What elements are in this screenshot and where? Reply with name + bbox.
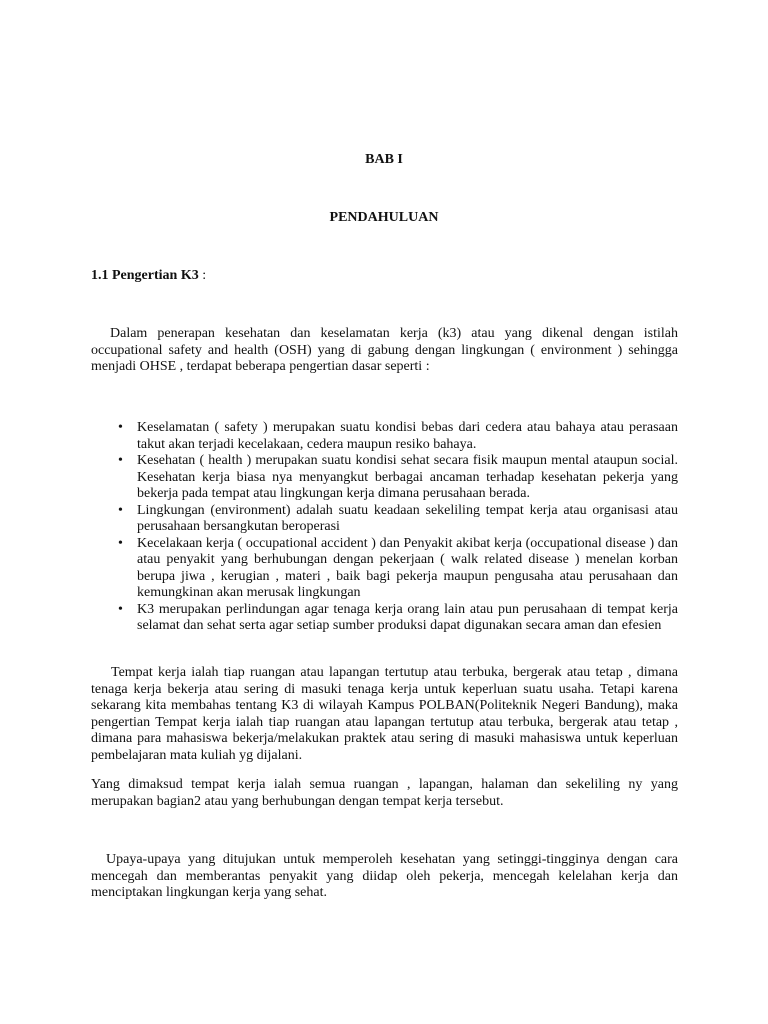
chapter-label: BAB I bbox=[365, 152, 403, 167]
list-item-text: Kecelakaan kerja ( occupational accident ) dan Penyakit akibat kerja (occupational disease ) dan atau penyakit yang berhubungan dengan pekerjaan ( walk related disease ) menelan korban berupa jiwa , kerugian , materi , baik bagi pekerja maupun pengusaha atau perusahaan dan kemungkinan akan merusak lingkungan bbox=[137, 535, 678, 600]
intro-paragraph: Dalam penerapan kesehatan dan keselamatan kerja (k3) atau yang dikenal dengan istilah occupational safety and health (OSH) yang di gabung dengan lingkungan ( environment ) sehingga menjadi OHSE , terdapat beberapa pengertian dasar seperti : bbox=[91, 326, 678, 374]
bullet-icon: • bbox=[118, 502, 123, 518]
definition-list bbox=[91, 420, 678, 635]
list-item-text: K3 merupakan perlindungan agar tenaga kerja orang lain atau pun perusahaan di tempat kerja selamat dan sehat serta agar setiap sumber produksi dapat digunakan secara aman dan efesien bbox=[137, 601, 678, 633]
section-heading bbox=[91, 268, 206, 285]
list-item bbox=[91, 602, 678, 635]
chapter-title: PENDAHULUAN bbox=[329, 210, 439, 225]
section-suffix: : bbox=[198, 268, 207, 283]
list-item bbox=[91, 536, 678, 602]
list-item bbox=[91, 503, 678, 536]
section-number-title: 1.1 Pengertian K3 bbox=[91, 268, 199, 283]
list-item bbox=[91, 420, 678, 453]
workplace-definition-paragraph: Yang dimaksud tempat kerja ialah semua ruangan , lapangan, halaman dan sekeliling ny yang merupakan bagian2 atau yang berhubungan dengan tempat kerja tersebut. bbox=[91, 777, 678, 809]
bullet-icon: • bbox=[118, 420, 123, 435]
bullet-icon: • bbox=[118, 601, 123, 617]
efforts-paragraph: Upaya-upaya yang ditujukan untuk memperoleh kesehatan yang setinggi-tingginya dengan cara mencegah dan memberantas penyakit yang diidap oleh pekerja, mencegah kelelahan kerja dan menciptakan lingkungan kerja yang sehat. bbox=[91, 852, 678, 900]
list-item-text: Lingkungan (environment) adalah suatu keadaan sekeliling tempat kerja atau organisasi atau perusahaan bersangkutan beroperasi bbox=[137, 502, 678, 534]
list-item-text: Kesehatan ( health ) merupakan suatu kondisi sehat secara fisik maupun mental ataupun social. Kesehatan kerja biasa nya menyangkut berbagai ancaman terhadap kesehatan pekerja yang bekerja pada tempat atau lingkungan kerja dimana perusahaan berada. bbox=[137, 453, 678, 501]
list-item bbox=[91, 453, 678, 503]
list-item-text: Keselamatan ( safety ) merupakan suatu kondisi bebas dari cedera atau bahaya atau perasaan takut akan terjadi kecelakaan, cedera maupun resiko bahaya. bbox=[137, 420, 678, 452]
workplace-paragraph: Tempat kerja ialah tiap ruangan atau lapangan tertutup atau terbuka, bergerak atau tetap , dimana tenaga kerja bekerja atau sering di masuki tenaga kerja untuk keperluan suatu usaha. Tetapi karena sekarang kita membahas tentang K3 di wilayah Kampus POLBAN(Politeknik Negeri Bandung), maka pengertian Tempat kerja ialah tiap ruangan atau lapangan tertutup atau terbuka, bergerak atau tetap , dimana para mahasiswa bekerja/melakukan praktek atau sering di masuki mahasiswa untuk keperluan pembelajaran mata kuliah yg dijalani. bbox=[91, 665, 678, 763]
bullet-icon: • bbox=[118, 453, 123, 468]
bullet-icon: • bbox=[118, 535, 123, 551]
